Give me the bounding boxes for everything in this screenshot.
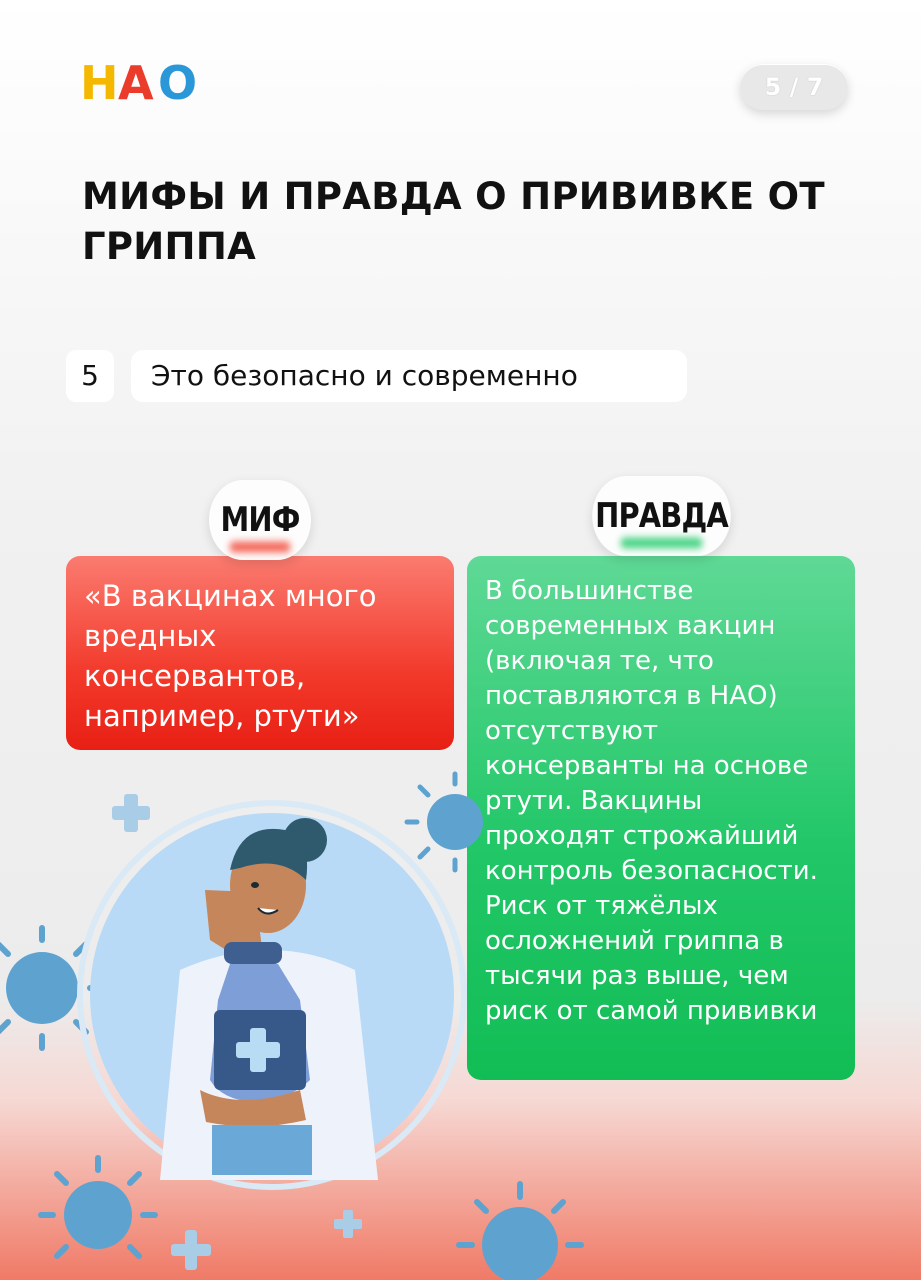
logo-letter-n: Н xyxy=(80,56,119,110)
plus-icon xyxy=(334,1210,362,1238)
logo-letter-a: А xyxy=(118,56,154,110)
logo-letter-o: О xyxy=(158,56,198,110)
item-number: 5 xyxy=(66,350,114,402)
myth-label-text: МИФ xyxy=(220,500,300,540)
item-topic: Это безопасно и современно xyxy=(131,350,687,402)
myth-label-glow xyxy=(229,542,290,552)
truth-label xyxy=(592,476,731,556)
myth-label xyxy=(209,480,311,560)
plus-icon xyxy=(171,1230,211,1270)
truth-label-glow xyxy=(620,538,703,548)
page-title: МИФЫ И ПРАВДА О ПРИВИВКЕ ОТ ГРИППА xyxy=(82,175,825,268)
page-indicator: 5 / 7 xyxy=(740,64,848,110)
truth-text: В большинстве современных вакцин (включая те, что поставляются в НАО) отсутствуют консерванты на основе ртути. Вакцины проходят строжайший контроль безопасности. Риск от тяжёлых осложнений гриппа в тысячи раз выше, чем риск от самой прививки xyxy=(485,576,818,1026)
virus-icon xyxy=(459,1184,581,1280)
plus-icon xyxy=(112,794,150,832)
doctor-illustration xyxy=(0,760,921,1280)
myth-text: «В вакцинах много вредных консервантов, например, ртути» xyxy=(84,579,377,733)
truth-label-text: ПРАВДА xyxy=(595,496,728,536)
virus-icon xyxy=(407,774,483,870)
virus-icon xyxy=(41,1158,155,1256)
myth-card xyxy=(66,556,454,750)
logo xyxy=(80,52,200,114)
